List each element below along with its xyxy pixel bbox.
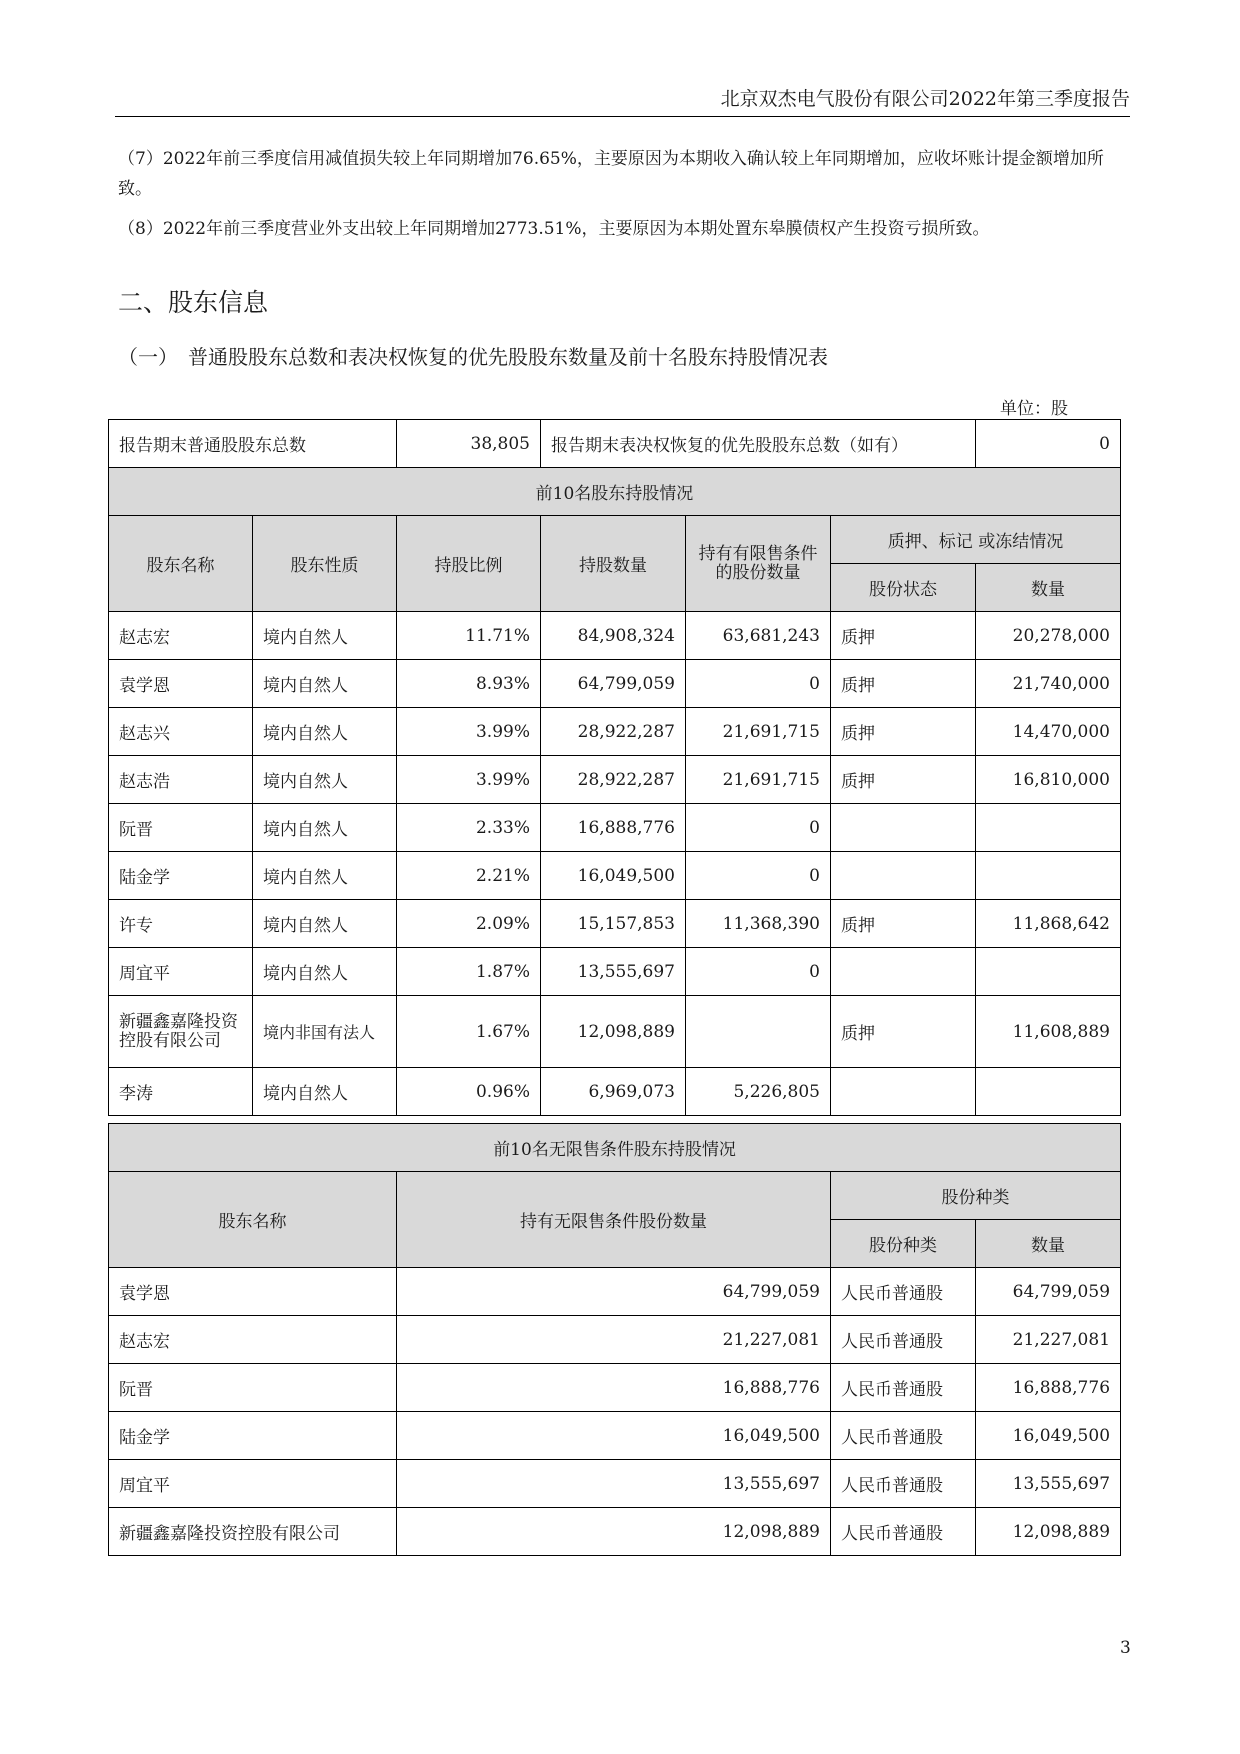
holder-nature: 境内自然人 xyxy=(253,900,397,948)
holder-amount: 28,922,287 xyxy=(541,756,686,804)
holder-nature: 境内自然人 xyxy=(253,660,397,708)
holder-unrestricted-amount: 12,098,889 xyxy=(397,1508,831,1556)
holder-status: 质押 xyxy=(831,756,976,804)
holder-count: 20,278,000 xyxy=(976,612,1121,660)
holder-restricted: 0 xyxy=(686,852,831,900)
unrestricted-title-row xyxy=(109,1124,1121,1172)
holder-share-class: 人民币普通股 xyxy=(831,1460,976,1508)
holder-count xyxy=(976,852,1121,900)
col-header-nature: 股东性质 xyxy=(253,516,397,612)
table-row xyxy=(109,1508,1121,1556)
holder-status xyxy=(831,852,976,900)
holder-amount: 64,799,059 xyxy=(541,660,686,708)
top10-title-row xyxy=(109,468,1121,516)
holder-name: 新疆鑫嘉隆投资控股有限公司 xyxy=(109,1508,397,1556)
table-row xyxy=(109,852,1121,900)
holder-count: 13,555,697 xyxy=(976,1460,1121,1508)
report-title: 北京双杰电气股份有限公司2022年第三季度报告 xyxy=(720,88,1130,110)
top10-title: 前10名股东持股情况 xyxy=(109,468,1121,516)
holder-amount: 16,049,500 xyxy=(541,852,686,900)
holder-nature: 境内自然人 xyxy=(253,804,397,852)
holder-status xyxy=(831,948,976,996)
col-header-pledge-group: 质押、标记 或冻结情况 xyxy=(831,516,1121,564)
holder-unrestricted-amount: 21,227,081 xyxy=(397,1316,831,1364)
table-row xyxy=(109,1460,1121,1508)
holder-count: 16,049,500 xyxy=(976,1412,1121,1460)
holder-status: 质押 xyxy=(831,612,976,660)
shareholder-table xyxy=(108,419,1121,1116)
holder-unrestricted-amount: 13,555,697 xyxy=(397,1460,831,1508)
holder-name: 李涛 xyxy=(109,1068,253,1116)
col-header-count: 数量 xyxy=(976,564,1121,612)
holder-name: 阮晋 xyxy=(109,1364,397,1412)
holder-restricted xyxy=(686,996,831,1068)
holder-count: 16,888,776 xyxy=(976,1364,1121,1412)
holder-restricted: 63,681,243 xyxy=(686,612,831,660)
holder-restricted: 11,368,390 xyxy=(686,900,831,948)
holder-ratio: 8.93% xyxy=(397,660,541,708)
col-header-status: 股份状态 xyxy=(831,564,976,612)
col-header-count: 数量 xyxy=(976,1220,1121,1268)
holder-nature: 境内自然人 xyxy=(253,756,397,804)
holder-count xyxy=(976,804,1121,852)
holder-ratio: 2.21% xyxy=(397,852,541,900)
holder-status xyxy=(831,1068,976,1116)
holder-restricted: 5,226,805 xyxy=(686,1068,831,1116)
holder-name: 赵志宏 xyxy=(109,1316,397,1364)
holder-amount: 15,157,853 xyxy=(541,900,686,948)
section-title: 二、股东信息 xyxy=(118,288,269,317)
section-subtitle: （一） 普通股股东总数和表决权恢复的优先股股东数量及前十名股东持股情况表 xyxy=(118,345,828,369)
holder-count: 12,098,889 xyxy=(976,1508,1121,1556)
holder-name: 袁学恩 xyxy=(109,1268,397,1316)
holder-amount: 6,969,073 xyxy=(541,1068,686,1116)
holder-restricted: 21,691,715 xyxy=(686,708,831,756)
holder-name: 陆金学 xyxy=(109,1412,397,1460)
holder-unrestricted-amount: 16,888,776 xyxy=(397,1364,831,1412)
holder-name: 阮晋 xyxy=(109,804,253,852)
col-header-restricted: 持有有限售条件的股份数量 xyxy=(686,516,831,612)
table-row xyxy=(109,1316,1121,1364)
holder-nature: 境内自然人 xyxy=(253,852,397,900)
col-header-class-group: 股份种类 xyxy=(831,1172,1121,1220)
holder-ratio: 3.99% xyxy=(397,756,541,804)
unrestricted-table xyxy=(108,1123,1121,1556)
holder-ratio: 2.33% xyxy=(397,804,541,852)
holder-amount: 28,922,287 xyxy=(541,708,686,756)
holder-amount: 13,555,697 xyxy=(541,948,686,996)
holder-name: 新疆鑫嘉隆投资控股有限公司 xyxy=(109,996,253,1068)
holder-count xyxy=(976,948,1121,996)
table-row xyxy=(109,708,1121,756)
table-row xyxy=(109,1068,1121,1116)
table-row xyxy=(109,612,1121,660)
holder-share-class: 人民币普通股 xyxy=(831,1508,976,1556)
table-row xyxy=(109,948,1121,996)
page-header xyxy=(115,86,1130,117)
holder-nature: 境内非国有法人 xyxy=(253,996,397,1068)
holder-name: 周宜平 xyxy=(109,1460,397,1508)
col-header-amount: 持股数量 xyxy=(541,516,686,612)
col-header-name: 股东名称 xyxy=(109,516,253,612)
holder-ratio: 0.96% xyxy=(397,1068,541,1116)
table-row xyxy=(109,1412,1121,1460)
holder-ratio: 3.99% xyxy=(397,708,541,756)
preferred-holders-label: 报告期末表决权恢复的优先股股东总数（如有） xyxy=(541,420,976,468)
paragraph-8: （8）2022年前三季度营业外支出较上年同期增加2773.51%，主要原因为本期处置东皋膜债权产生投资亏损所致。 xyxy=(118,219,990,239)
table-row xyxy=(109,1364,1121,1412)
page-number: 3 xyxy=(1120,1638,1131,1658)
holder-count: 21,740,000 xyxy=(976,660,1121,708)
holder-count: 16,810,000 xyxy=(976,756,1121,804)
holder-share-class: 人民币普通股 xyxy=(831,1316,976,1364)
holder-count: 14,470,000 xyxy=(976,708,1121,756)
holder-name: 袁学恩 xyxy=(109,660,253,708)
holder-restricted: 0 xyxy=(686,948,831,996)
unrestricted-title: 前10名无限售条件股东持股情况 xyxy=(109,1124,1121,1172)
holder-name: 许专 xyxy=(109,900,253,948)
table-row xyxy=(109,756,1121,804)
holder-count: 11,868,642 xyxy=(976,900,1121,948)
table-row xyxy=(109,996,1121,1068)
holder-ratio: 11.71% xyxy=(397,612,541,660)
holder-nature: 境内自然人 xyxy=(253,1068,397,1116)
holder-name: 陆金学 xyxy=(109,852,253,900)
unit-label: 单位：股 xyxy=(1000,399,1068,419)
holder-name: 赵志兴 xyxy=(109,708,253,756)
common-holders-label: 报告期末普通股股东总数 xyxy=(109,420,397,468)
holder-count: 64,799,059 xyxy=(976,1268,1121,1316)
col-header-unrestricted-amount: 持有无限售条件股份数量 xyxy=(397,1172,831,1268)
holder-ratio: 1.67% xyxy=(397,996,541,1068)
unrestricted-header-row xyxy=(109,1172,1121,1220)
col-header-name: 股东名称 xyxy=(109,1172,397,1268)
holder-amount: 12,098,889 xyxy=(541,996,686,1068)
holder-restricted: 0 xyxy=(686,804,831,852)
holder-share-class: 人民币普通股 xyxy=(831,1412,976,1460)
holder-share-class: 人民币普通股 xyxy=(831,1268,976,1316)
holder-status: 质押 xyxy=(831,708,976,756)
holder-count xyxy=(976,1068,1121,1116)
col-header-ratio: 持股比例 xyxy=(397,516,541,612)
holder-status: 质押 xyxy=(831,996,976,1068)
holder-nature: 境内自然人 xyxy=(253,708,397,756)
holder-unrestricted-amount: 16,049,500 xyxy=(397,1412,831,1460)
holder-share-class: 人民币普通股 xyxy=(831,1364,976,1412)
holder-count: 21,227,081 xyxy=(976,1316,1121,1364)
holder-status: 质押 xyxy=(831,900,976,948)
holder-name: 周宜平 xyxy=(109,948,253,996)
top10-header-row xyxy=(109,516,1121,564)
table-row xyxy=(109,900,1121,948)
holder-ratio: 2.09% xyxy=(397,900,541,948)
holder-amount: 16,888,776 xyxy=(541,804,686,852)
holder-unrestricted-amount: 64,799,059 xyxy=(397,1268,831,1316)
summary-row xyxy=(109,420,1121,468)
table-row xyxy=(109,1268,1121,1316)
holder-nature: 境内自然人 xyxy=(253,948,397,996)
holder-count: 11,608,889 xyxy=(976,996,1121,1068)
common-holders-value: 38,805 xyxy=(397,420,541,468)
table-row xyxy=(109,804,1121,852)
col-header-class: 股份种类 xyxy=(831,1220,976,1268)
holder-ratio: 1.87% xyxy=(397,948,541,996)
holder-nature: 境内自然人 xyxy=(253,612,397,660)
holder-status xyxy=(831,804,976,852)
holder-restricted: 0 xyxy=(686,660,831,708)
paragraph-7: （7）2022年前三季度信用减值损失较上年同期增加76.65%，主要原因为本期收入确认较上年同期增加，应收坏账计提金额增加所致。 xyxy=(118,149,1104,199)
holder-amount: 84,908,324 xyxy=(541,612,686,660)
holder-restricted: 21,691,715 xyxy=(686,756,831,804)
holder-name: 赵志浩 xyxy=(109,756,253,804)
preferred-holders-value: 0 xyxy=(976,420,1121,468)
table-row xyxy=(109,660,1121,708)
holder-status: 质押 xyxy=(831,660,976,708)
holder-name: 赵志宏 xyxy=(109,612,253,660)
